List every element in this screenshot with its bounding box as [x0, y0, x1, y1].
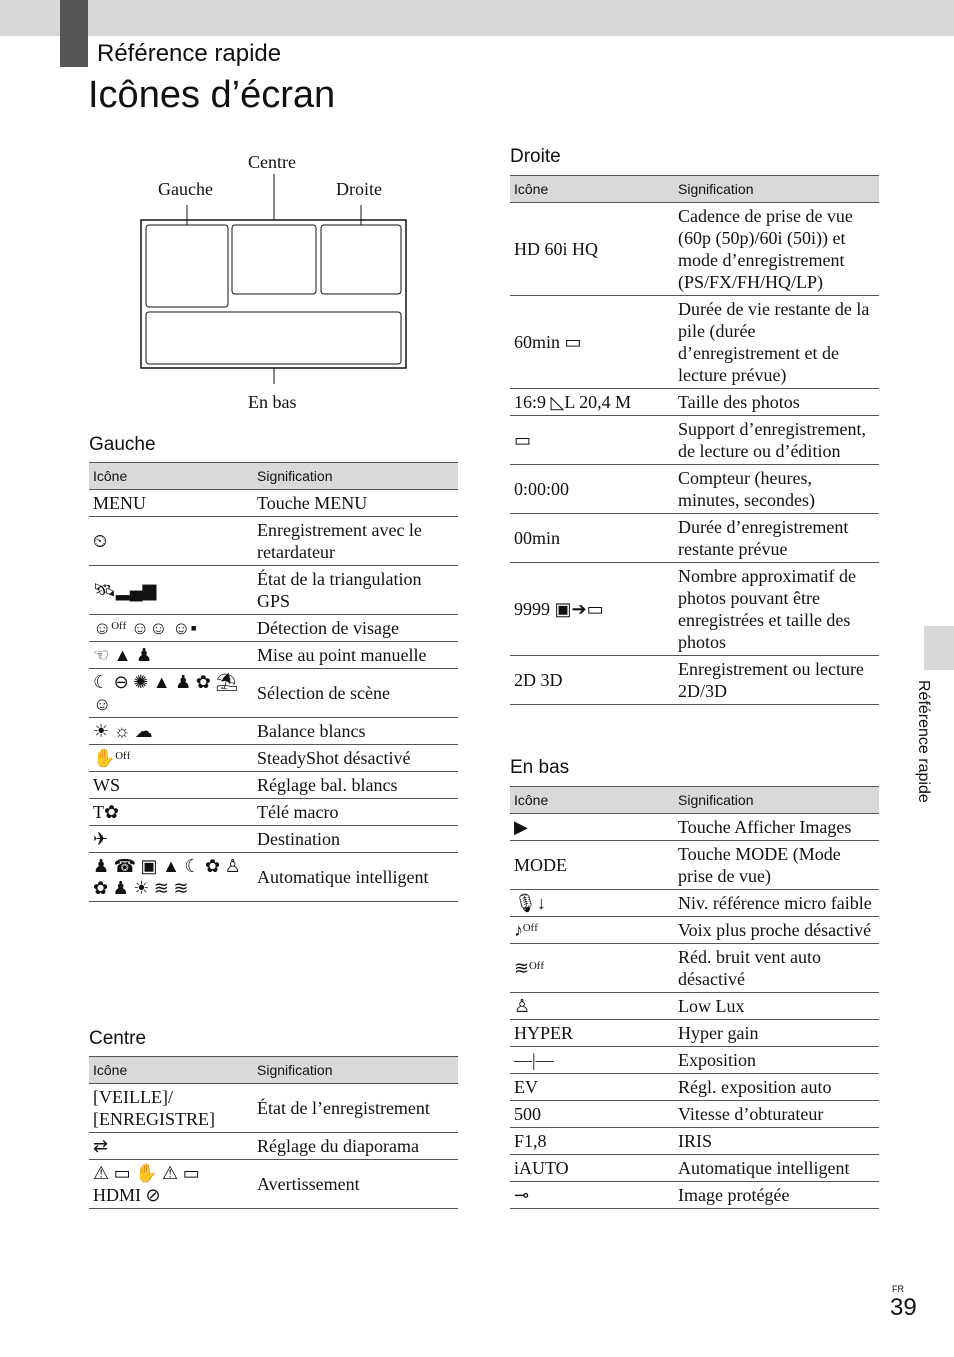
table-row [89, 669, 458, 718]
row-icon: 0:00:00 [510, 465, 674, 514]
row-icon: iAUTO [510, 1155, 674, 1182]
diagram-centre-label: Centre [248, 152, 296, 172]
row-meaning: Réglage du diaporama [253, 1133, 458, 1160]
row-meaning: Nombre approximatif de photos pouvant être enregistrées et taille des photos [674, 563, 879, 656]
row-icon: EV [510, 1074, 674, 1101]
row-icon: 500 [510, 1101, 674, 1128]
col-meaning: Signification [253, 1057, 458, 1084]
table-row [89, 1133, 458, 1160]
row-meaning: SteadyShot désactivé [253, 745, 458, 772]
droite-heading: Droite [510, 146, 561, 167]
row-meaning: Télé macro [253, 799, 458, 826]
table-row [510, 563, 879, 656]
col-icon: Icône [89, 463, 253, 490]
table-row [89, 517, 458, 566]
row-meaning: Automatique intelligent [674, 1155, 879, 1182]
droite-table [510, 175, 879, 705]
row-meaning: Enregistrement avec le retardateur [253, 517, 458, 566]
table-row [89, 853, 458, 902]
footer-lang: FR [892, 1284, 904, 1294]
side-label: Référence rapide [915, 680, 932, 803]
col-icon: Icône [510, 176, 674, 203]
row-meaning: Régl. exposition auto [674, 1074, 879, 1101]
row-icon: 60min ▭ [510, 296, 674, 389]
row-icon: WS [89, 772, 253, 799]
row-icon: ⇄ [89, 1133, 253, 1160]
diagram-gauche-label: Gauche [158, 179, 213, 199]
row-icon: ✈ [89, 826, 253, 853]
row-meaning: Détection de visage [253, 615, 458, 642]
table-row [89, 1084, 458, 1133]
table-row [89, 1160, 458, 1209]
row-meaning: Réd. bruit vent auto désactivé [674, 944, 879, 993]
row-meaning: État de la triangulation GPS [253, 566, 458, 615]
table-row [510, 465, 879, 514]
row-meaning: Touche MODE (Mode prise de vue) [674, 841, 879, 890]
col-icon: Icône [510, 787, 674, 814]
bas-heading: En bas [510, 757, 570, 778]
col-meaning: Signification [674, 176, 879, 203]
gauche-table [89, 462, 458, 902]
row-meaning: Durée de vie restante de la pile (durée d’enregistrement et de lecture prévue) [674, 296, 879, 389]
row-icon: ▶ [510, 814, 674, 841]
col-meaning: Signification [253, 463, 458, 490]
row-icon: ☀ ☼ ☁ [89, 718, 253, 745]
row-icon: —|— [510, 1047, 674, 1074]
row-icon: ⚠ ▭ ✋ ⚠ ▭ HDMI ⊘ [89, 1160, 253, 1209]
table-row [89, 490, 458, 517]
row-icon: HD 60i HQ [510, 203, 674, 296]
row-icon: HYPER [510, 1020, 674, 1047]
bas-table [510, 786, 879, 1209]
row-icon: 9999 ▣➔▭ [510, 563, 674, 656]
centre-heading: Centre [89, 1028, 147, 1049]
table-row [89, 772, 458, 799]
centre-table [89, 1056, 458, 1209]
table-row [510, 1074, 879, 1101]
row-icon: 16:9 ◺L 20,4 M [510, 389, 674, 416]
table-row [510, 814, 879, 841]
row-meaning: Automatique intelligent [253, 853, 458, 902]
row-meaning: Réglage bal. blancs [253, 772, 458, 799]
footer-page: 39 [890, 1294, 917, 1321]
row-icon: ♟ ☎ ▣ ▲ ☾ ✿ ♙ ✿ ♟ ☀ ≋ ≋ [89, 853, 253, 902]
side-tab [924, 626, 954, 670]
row-meaning: Low Lux [674, 993, 879, 1020]
table-row [89, 718, 458, 745]
table-row [89, 745, 458, 772]
top-bar [0, 0, 954, 36]
section-title: Référence rapide [97, 40, 282, 67]
table-row [510, 944, 879, 993]
row-meaning: Sélection de scène [253, 669, 458, 718]
row-meaning: Voix plus proche désactivé [674, 917, 879, 944]
table-row [89, 615, 458, 642]
row-icon: ✋ᴼᶠᶠ [89, 745, 253, 772]
top-block [60, 0, 88, 67]
row-meaning: Balance blancs [253, 718, 458, 745]
row-meaning: État de l’enregistrement [253, 1084, 458, 1133]
table-row [510, 203, 879, 296]
row-meaning: Taille des photos [674, 389, 879, 416]
row-icon: ♙ [510, 993, 674, 1020]
screen-diagram [130, 150, 420, 420]
table-row [510, 1047, 879, 1074]
col-meaning: Signification [674, 787, 879, 814]
row-icon: MENU [89, 490, 253, 517]
row-icon: ♪ᴼᶠᶠ [510, 917, 674, 944]
row-icon: ≋ᴼᶠᶠ [510, 944, 674, 993]
row-icon: ⏲ [89, 517, 253, 566]
row-meaning: Compteur (heures, minutes, secondes) [674, 465, 879, 514]
row-meaning: Mise au point manuelle [253, 642, 458, 669]
row-meaning: Niv. référence micro faible [674, 890, 879, 917]
table-row [510, 296, 879, 389]
row-meaning: Enregistrement ou lecture 2D/3D [674, 656, 879, 705]
diagram-bas-label: En bas [248, 392, 297, 412]
table-row [89, 566, 458, 615]
row-icon: ☜ ▲ ♟ [89, 642, 253, 669]
diagram-droite-label: Droite [336, 179, 382, 199]
table-row [89, 642, 458, 669]
table-row [510, 841, 879, 890]
table-row [510, 389, 879, 416]
row-meaning: Image protégée [674, 1182, 879, 1209]
col-icon: Icône [89, 1057, 253, 1084]
table-row [510, 917, 879, 944]
row-meaning: Exposition [674, 1047, 879, 1074]
row-icon: 🛰▂▄▆ [89, 566, 253, 615]
row-meaning: Touche MENU [253, 490, 458, 517]
row-meaning: Cadence de prise de vue (60p (50p)/60i (50i)) et mode d’enregistrement (PS/FX/FH/HQ/LP) [674, 203, 879, 296]
table-row [510, 1020, 879, 1047]
row-meaning: Hyper gain [674, 1020, 879, 1047]
row-meaning: Durée d’enregistrement restante prévue [674, 514, 879, 563]
row-icon: ▭ [510, 416, 674, 465]
table-row [89, 799, 458, 826]
table-row [510, 416, 879, 465]
row-meaning: Touche Afficher Images [674, 814, 879, 841]
row-icon: 00min [510, 514, 674, 563]
row-icon: [VEILLE]/ [ENREGISTRE] [89, 1084, 253, 1133]
row-meaning: Avertissement [253, 1160, 458, 1209]
row-icon: ⊸ [510, 1182, 674, 1209]
table-row [510, 993, 879, 1020]
row-meaning: Vitesse d’obturateur [674, 1101, 879, 1128]
table-row [510, 890, 879, 917]
row-icon: 2D 3D [510, 656, 674, 705]
table-row [510, 1128, 879, 1155]
table-row [510, 656, 879, 705]
row-meaning: IRIS [674, 1128, 879, 1155]
diagram-frame [130, 150, 420, 420]
row-icon: MODE [510, 841, 674, 890]
row-icon: ☺ᴼᶠᶠ ☺☺ ☺▪ [89, 615, 253, 642]
page-title: Icônes d’écran [88, 74, 336, 116]
table-row [510, 1182, 879, 1209]
row-meaning: Support d’enregistrement, de lecture ou d’édition [674, 416, 879, 465]
gauche-heading: Gauche [89, 434, 156, 455]
table-row [89, 826, 458, 853]
table-row [510, 514, 879, 563]
row-icon: F1,8 [510, 1128, 674, 1155]
row-icon: ☾ ⊖ ✺ ▲ ♟ ✿ ⛱ ☺ [89, 669, 253, 718]
table-row [510, 1101, 879, 1128]
row-icon: T✿ [89, 799, 253, 826]
table-row [510, 1155, 879, 1182]
row-meaning: Destination [253, 826, 458, 853]
row-icon: 🎙↓ [510, 890, 674, 917]
